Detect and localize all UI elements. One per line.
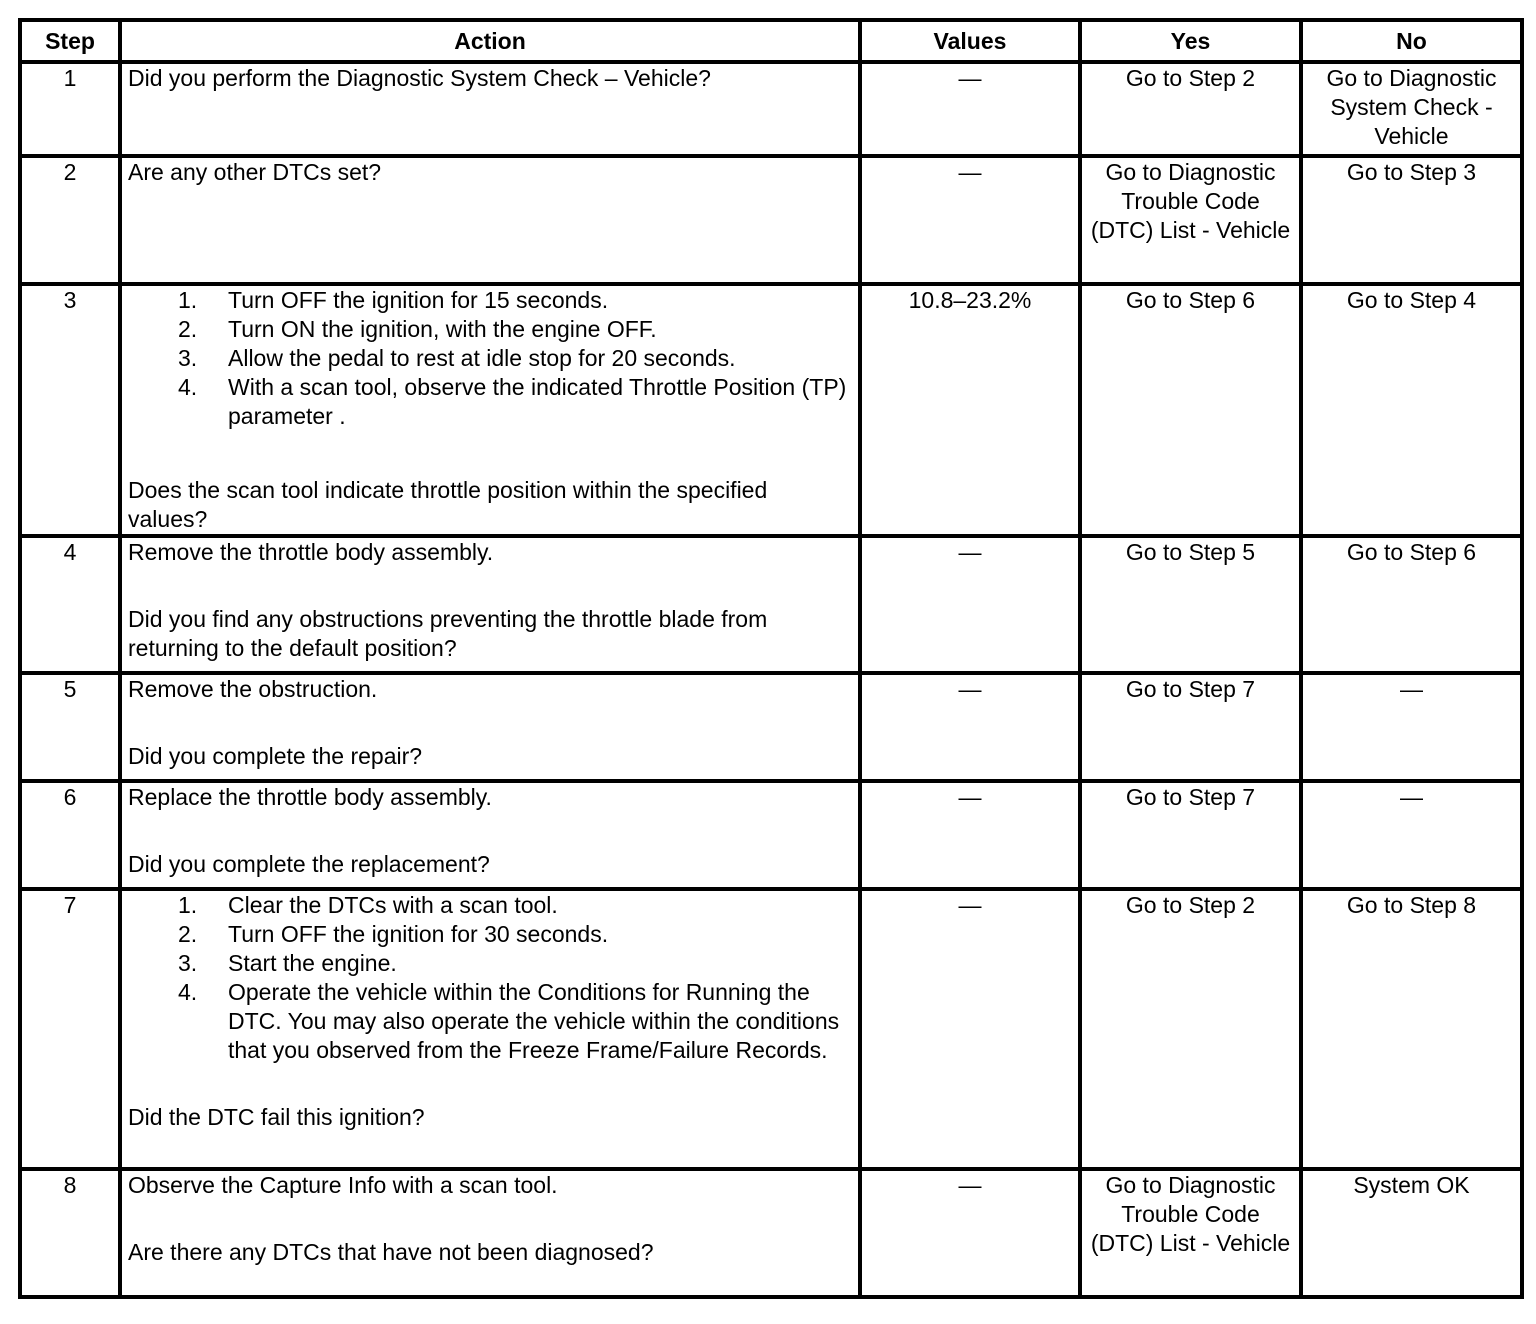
list-item-number: 2. [178,316,198,342]
header-row [20,20,1522,62]
table-row [20,781,1522,889]
list-item-number: 4. [178,374,198,400]
step-number: 7 [20,889,120,1169]
list-item [128,891,852,920]
yes-cell: Go to Diagnostic Trouble Code (DTC) List - Vehicle [1080,1169,1301,1297]
yes-cell: Go to Step 5 [1080,536,1301,673]
list-item [128,344,852,373]
list-item [128,920,852,949]
list-item [128,949,852,978]
values-cell: — [860,1169,1080,1297]
list-item-number: 3. [178,950,198,976]
step-number: 8 [20,1169,120,1297]
list-item [128,373,852,431]
table-row [20,536,1522,673]
yes-cell: Go to Diagnostic Trouble Code (DTC) List - Vehicle [1080,156,1301,284]
list-item-number: 4. [178,979,198,1005]
list-item [128,315,852,344]
values-cell: — [860,536,1080,673]
action-cell [120,536,860,673]
list-item [128,978,852,1065]
header-no: No [1301,20,1522,62]
values-cell: — [860,156,1080,284]
list-item-text: Allow the pedal to rest at idle stop for 20 seconds. [228,345,736,371]
step-number: 2 [20,156,120,284]
step-number: 4 [20,536,120,673]
no-cell: — [1301,673,1522,781]
list-item-text: With a scan tool, observe the indicated Throttle Position (TP) parameter . [228,374,847,429]
action-intro: Observe the Capture Info with a scan tool. [128,1172,558,1198]
list-item-text: Start the engine. [228,950,397,976]
action-cell [120,284,860,536]
no-cell: Go to Step 3 [1301,156,1522,284]
table-row [20,673,1522,781]
step-number: 3 [20,284,120,536]
yes-cell: Go to Step 2 [1080,889,1301,1169]
action-question: Are any other DTCs set? [128,159,382,185]
no-cell: Go to Diagnostic System Check - Vehicle [1301,62,1522,156]
values-cell: — [860,889,1080,1169]
table-row [20,284,1522,536]
list-item-number: 1. [178,287,198,313]
action-step-list [128,286,852,431]
list-item-text: Turn OFF the ignition for 30 seconds. [228,921,609,947]
table-row [20,889,1522,1169]
no-cell: — [1301,781,1522,889]
table-row [20,62,1522,156]
yes-cell: Go to Step 6 [1080,284,1301,536]
action-question: Did you find any obstructions preventing the throttle blade from returning to the default position? [128,606,768,661]
action-cell [120,889,860,1169]
yes-cell: Go to Step 7 [1080,673,1301,781]
diagnostic-table [18,18,1524,1299]
values-cell: — [860,62,1080,156]
list-item [128,286,852,315]
values-cell: 10.8–23.2% [860,284,1080,536]
action-question: Did you complete the replacement? [128,851,490,877]
action-cell [120,62,860,156]
no-cell: System OK [1301,1169,1522,1297]
no-cell: Go to Step 8 [1301,889,1522,1169]
action-step-list [128,891,852,1065]
action-intro: Remove the throttle body assembly. [128,539,494,565]
no-cell: Go to Step 6 [1301,536,1522,673]
action-cell [120,673,860,781]
action-question: Did the DTC fail this ignition? [128,1104,425,1130]
step-number: 5 [20,673,120,781]
action-intro: Remove the obstruction. [128,676,378,702]
no-cell: Go to Step 4 [1301,284,1522,536]
header-yes: Yes [1080,20,1301,62]
list-item-number: 3. [178,345,198,371]
yes-cell: Go to Step 2 [1080,62,1301,156]
list-item-text: Turn ON the ignition, with the engine OFF. [228,316,657,342]
list-item-text: Clear the DTCs with a scan tool. [228,892,558,918]
list-item-text: Turn OFF the ignition for 15 seconds. [228,287,609,313]
list-item-number: 1. [178,892,198,918]
yes-cell: Go to Step 7 [1080,781,1301,889]
step-number: 6 [20,781,120,889]
list-item-number: 2. [178,921,198,947]
step-number: 1 [20,62,120,156]
header-values: Values [860,20,1080,62]
action-cell [120,156,860,284]
header-action: Action [120,20,860,62]
action-cell [120,781,860,889]
action-question: Did you perform the Diagnostic System Check – Vehicle? [128,65,711,91]
table-row [20,1169,1522,1297]
action-cell [120,1169,860,1297]
header-step: Step [20,20,120,62]
table-row [20,156,1522,284]
list-item-text: Operate the vehicle within the Conditions for Running the DTC. You may also operate the vehicle within the conditions that you observed from the Freeze Frame/Failure Records. [228,979,840,1063]
table-body [20,62,1522,1297]
action-question: Did you complete the repair? [128,743,423,769]
action-question: Are there any DTCs that have not been diagnosed? [128,1239,654,1265]
action-intro: Replace the throttle body assembly. [128,784,492,810]
values-cell: — [860,673,1080,781]
action-question: Does the scan tool indicate throttle position within the specified values? [128,477,768,532]
table-header [20,20,1522,62]
values-cell: — [860,781,1080,889]
